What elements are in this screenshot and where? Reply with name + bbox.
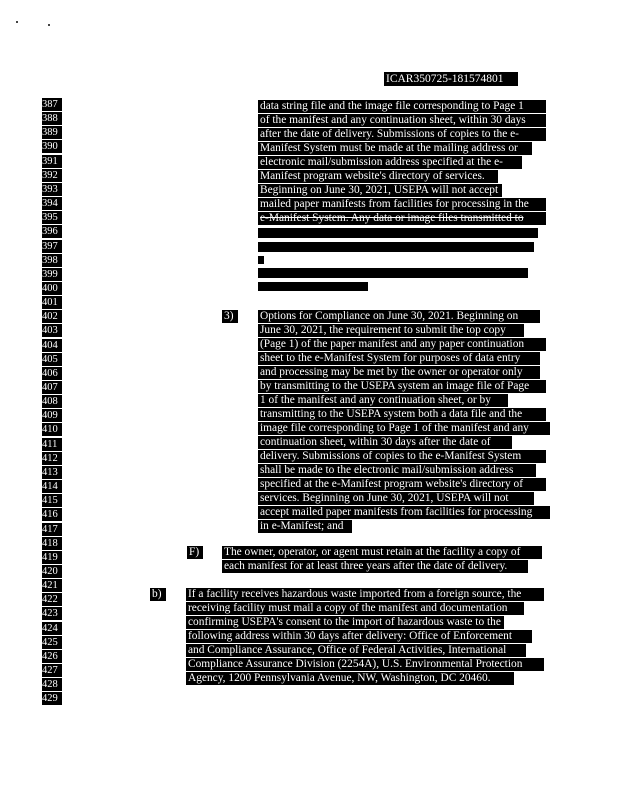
line-number: 402: [42, 310, 62, 323]
text-line: electronic mail/submission address specified at the e-: [258, 156, 522, 169]
line-number: 400: [42, 282, 62, 295]
line-number: 399: [42, 268, 62, 281]
line-number: 405: [42, 353, 62, 366]
line-number: 396: [42, 225, 62, 238]
illegible-scan-line: [258, 242, 534, 252]
line-number: 401: [42, 296, 62, 309]
text-line: Compliance Assurance Division (2254A), U.S. Environmental Protection: [186, 658, 544, 671]
line-number: 425: [42, 636, 62, 649]
line-number: 395: [42, 211, 62, 224]
text-line: by transmitting to the USEPA system an image file of Page: [258, 380, 546, 393]
line-number: 418: [42, 537, 62, 550]
line-number: 409: [42, 409, 62, 422]
line-number: 414: [42, 480, 62, 493]
scan-speck: [48, 24, 50, 26]
text-line: Agency, 1200 Pennsylvania Avenue, NW, Washington, DC 20460.: [186, 672, 514, 685]
illegible-scan-line: [258, 282, 368, 291]
text-line: continuation sheet, within 30 days after the date of: [258, 436, 512, 449]
line-number: 416: [42, 508, 62, 521]
item-label-b: b): [150, 588, 166, 601]
text-line: June 30, 2021, the requirement to submit the top copy: [258, 324, 524, 337]
text-line: of the manifest and any continuation sheet, within 30 days: [258, 114, 546, 127]
item-label-3: 3): [222, 310, 238, 323]
line-number: 417: [42, 523, 62, 536]
line-number: 428: [42, 678, 62, 691]
text-line: transmitting to the USEPA system both a data file and the: [258, 408, 546, 421]
text-line: following address within 30 days after delivery: Office of Enforcement: [186, 630, 532, 643]
line-number: 397: [42, 240, 62, 253]
text-line: Manifest System must be made at the mailing address or: [258, 142, 532, 155]
scan-speck: [16, 21, 18, 23]
text-line: and processing may be met by the owner or operator only: [258, 366, 540, 379]
line-number: 427: [42, 664, 62, 677]
document-id: ICAR350725-181574801: [384, 72, 518, 86]
line-number: 410: [42, 423, 62, 436]
line-number: 415: [42, 494, 62, 507]
text-line: Options for Compliance on June 30, 2021. Beginning on: [258, 310, 540, 323]
item-label-f: F): [187, 546, 203, 559]
line-number: 420: [42, 565, 62, 578]
line-number: 407: [42, 381, 62, 394]
line-number: 394: [42, 197, 62, 210]
text-line: Manifest program website's directory of services.: [258, 170, 498, 183]
text-line: delivery. Submissions of copies to the e-Manifest System: [258, 450, 546, 463]
line-number: 393: [42, 183, 62, 196]
line-number: 391: [42, 155, 62, 168]
text-line: Beginning on June 30, 2021, USEPA will not accept: [258, 184, 502, 197]
text-line: confirming USEPA's consent to the import of hazardous waste to the: [186, 616, 504, 629]
text-line: shall be made to the electronic mail/submission address: [258, 464, 536, 477]
line-number: 422: [42, 593, 62, 606]
line-number: 404: [42, 339, 62, 352]
text-line: services. Beginning on June 30, 2021, USEPA will not: [258, 492, 534, 505]
text-line: data string file and the image file corresponding to Page 1: [258, 100, 546, 113]
line-number: 419: [42, 551, 62, 564]
line-number: 429: [42, 692, 62, 705]
text-line: If a facility receives hazardous waste imported from a foreign source, the: [186, 588, 544, 601]
text-line: and Compliance Assurance, Office of Federal Activities, International: [186, 644, 526, 657]
illegible-scan-line: [258, 268, 528, 278]
line-number: 426: [42, 650, 62, 663]
text-line: specified at the e-Manifest program website's directory of: [258, 478, 546, 491]
text-line: accept mailed paper manifests from facilities for processing: [258, 506, 550, 519]
line-number: 421: [42, 579, 62, 592]
text-line: after the date of delivery. Submissions of copies to the e-: [258, 128, 546, 141]
line-number: 413: [42, 466, 62, 479]
line-number: 423: [42, 607, 62, 620]
text-line-struck: e-Manifest System. Any data or image files transmitted to: [258, 212, 546, 225]
text-line: The owner, operator, or agent must retain at the facility a copy of: [222, 546, 542, 559]
line-number: 398: [42, 254, 62, 267]
text-line: receiving facility must mail a copy of the manifest and documentation: [186, 602, 524, 615]
illegible-scan-line: [258, 228, 538, 238]
text-line: 1 of the manifest and any continuation sheet, or by: [258, 394, 508, 407]
line-number: 411: [42, 438, 62, 451]
line-number: 389: [42, 126, 62, 139]
line-number: 388: [42, 112, 62, 125]
line-number: 403: [42, 324, 62, 337]
illegible-scan-line: [258, 256, 264, 264]
text-line: each manifest for at least three years after the date of delivery.: [222, 560, 528, 573]
text-line: in e-Manifest; and: [258, 520, 352, 533]
line-number: 392: [42, 169, 62, 182]
line-number: 412: [42, 452, 62, 465]
text-line: mailed paper manifests from facilities for processing in the: [258, 198, 546, 211]
line-number: 387: [42, 98, 62, 111]
line-number: 390: [42, 140, 62, 153]
text-line: image file corresponding to Page 1 of the manifest and any: [258, 422, 550, 435]
line-number: 424: [42, 622, 62, 635]
line-number: 408: [42, 395, 62, 408]
text-line: (Page 1) of the paper manifest and any paper continuation: [258, 338, 546, 351]
text-line: sheet to the e-Manifest System for purposes of data entry: [258, 352, 540, 365]
line-number: 406: [42, 367, 62, 380]
